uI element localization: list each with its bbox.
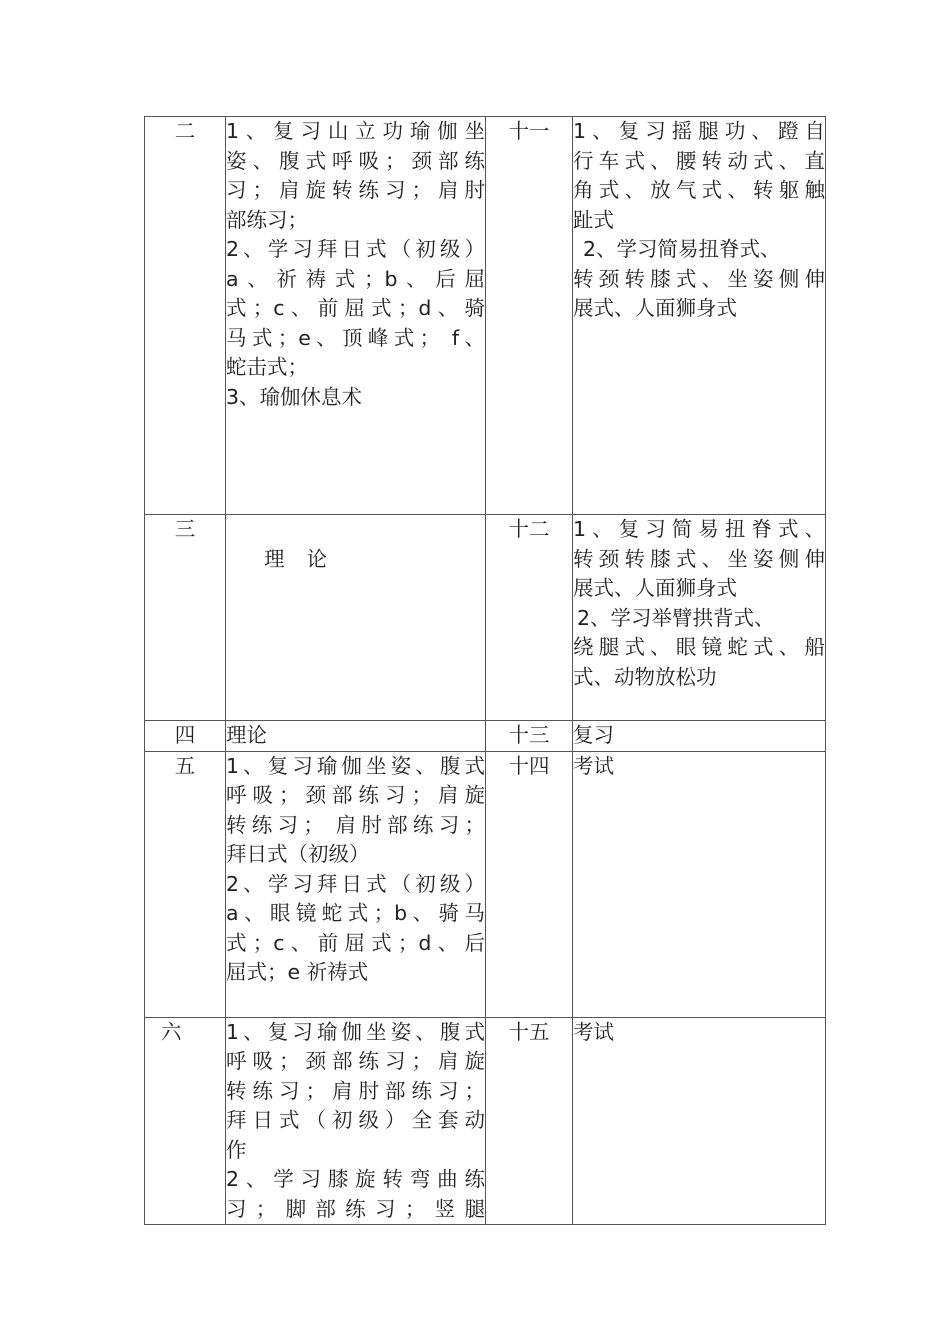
content-cell bbox=[573, 1017, 826, 1225]
table-row bbox=[145, 117, 826, 515]
content-line: 作 bbox=[226, 1137, 247, 1162]
content-line: 姿、腹式呼吸；颈部练 bbox=[226, 148, 485, 173]
content-line: 转颈转膝式、坐姿侧伸 bbox=[573, 266, 825, 291]
content-line: 蛇击式； bbox=[226, 355, 308, 379]
content-cell bbox=[226, 751, 486, 1017]
content-cell bbox=[573, 117, 826, 515]
content-line: 转练习； 肩肘部练习； bbox=[226, 812, 485, 837]
content-line: 马式；e、顶峰式； f、 bbox=[226, 325, 485, 350]
content-line: 部练习； bbox=[226, 207, 308, 232]
table-row bbox=[145, 721, 826, 752]
content-line: a、眼镜蛇式；b、骑马 bbox=[226, 901, 485, 925]
content-line: 考试 bbox=[573, 753, 614, 778]
week-cell: 十五 bbox=[486, 1017, 573, 1225]
content-line: 1、复习山立功瑜伽坐 bbox=[226, 119, 485, 143]
week-cell: 十一 bbox=[486, 117, 573, 515]
content-line: 行车式、腰转动式、直 bbox=[573, 148, 825, 173]
content-line: 1、复习瑜伽坐姿、腹式 bbox=[226, 753, 485, 778]
content-line: 展式、人面狮身式 bbox=[573, 576, 737, 600]
content-line: 2、学习举臂拱背式、 bbox=[577, 605, 775, 630]
content-line: 2、学习拜日式（初级） bbox=[226, 237, 485, 261]
content-line: a、祈祷式；b、后屈 bbox=[226, 266, 485, 291]
content-cell bbox=[226, 515, 486, 721]
content-line: 屈式；e 祈祷式 bbox=[226, 960, 369, 984]
content-line: 习；脚部练习；竖腿 bbox=[226, 1196, 485, 1221]
table-row bbox=[145, 515, 826, 721]
content-line: 1、复习简易扭脊式、 bbox=[573, 517, 825, 541]
week-cell: 二 bbox=[145, 117, 226, 515]
content-line: 式；c、前屈式；d、骑 bbox=[226, 296, 485, 320]
table-row bbox=[145, 1017, 826, 1225]
content-line: 2、学习拜日式（初级） bbox=[226, 871, 485, 896]
week-cell: 十二 bbox=[486, 515, 573, 721]
content-line: 理论 bbox=[226, 723, 267, 747]
content-line: 1、复习瑜伽坐姿、腹式 bbox=[226, 1019, 485, 1044]
content-line: 考试 bbox=[573, 1019, 614, 1044]
week-cell: 三 bbox=[145, 515, 226, 721]
content-line: 转练习；肩肘部练习； bbox=[226, 1078, 485, 1103]
content-line: 呼吸；颈部练习；肩旋 bbox=[226, 1049, 485, 1073]
content-line: 1、复习摇腿功、蹬自 bbox=[573, 119, 825, 143]
week-cell: 十三 bbox=[486, 721, 573, 752]
content-line: 趾式 bbox=[573, 207, 614, 232]
content-line: 拜日式（初级）全套动 bbox=[226, 1108, 485, 1132]
theory-char: 理 bbox=[264, 547, 285, 571]
content-line: 2、学习膝旋转弯曲练 bbox=[226, 1167, 485, 1191]
week-cell: 六 bbox=[145, 1017, 226, 1225]
content-line: 式；c、前屈式；d、后 bbox=[226, 930, 485, 955]
content-line: 习；肩旋转练习；肩肘 bbox=[226, 178, 485, 202]
content-line: 3、瑜伽休息术 bbox=[226, 384, 363, 409]
content-line: 角式、放气式、转躯触 bbox=[573, 178, 825, 202]
content-cell bbox=[226, 1017, 486, 1225]
content-line: 展式、人面狮身式 bbox=[573, 296, 737, 320]
content-line: 式、动物放松功 bbox=[573, 664, 717, 689]
content-cell bbox=[226, 721, 486, 752]
theory-char: 论 bbox=[306, 547, 327, 571]
course-schedule-table bbox=[144, 116, 826, 1225]
content-cell bbox=[573, 515, 826, 721]
week-cell: 十四 bbox=[486, 751, 573, 1017]
theory-label bbox=[226, 515, 485, 575]
content-cell bbox=[226, 117, 486, 515]
week-cell: 四 bbox=[145, 721, 226, 752]
content-cell bbox=[573, 721, 826, 752]
table-row bbox=[145, 751, 826, 1017]
content-line: 复习 bbox=[573, 723, 614, 747]
content-line: 拜日式（初级） bbox=[226, 842, 370, 866]
content-line: 2、学习简易扭脊式、 bbox=[583, 237, 781, 261]
content-line: 呼吸；颈部练习；肩旋 bbox=[226, 783, 485, 807]
content-line: 绕腿式、眼镜蛇式、船 bbox=[573, 635, 825, 659]
content-line: 转颈转膝式、坐姿侧伸 bbox=[573, 546, 825, 571]
week-cell: 五 bbox=[145, 751, 226, 1017]
content-cell bbox=[573, 751, 826, 1017]
